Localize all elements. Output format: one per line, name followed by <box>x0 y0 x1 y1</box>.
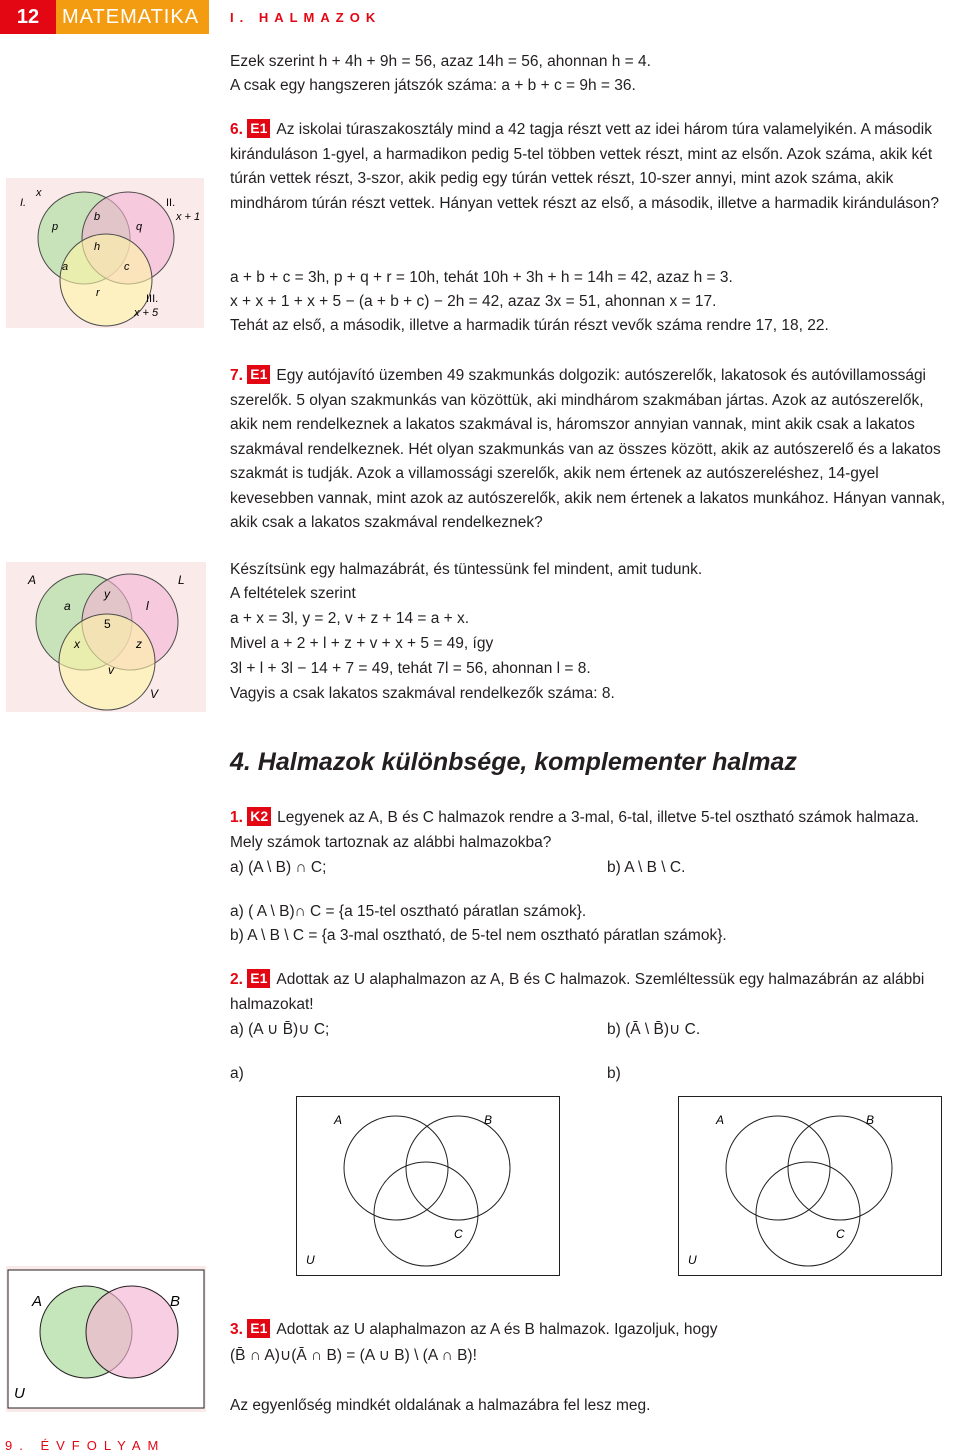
label-L: L <box>178 573 185 587</box>
footer-grade: 9. ÉVFOLYAM <box>5 1438 166 1453</box>
difficulty-tag: K2 <box>247 807 271 826</box>
difficulty-tag: E1 <box>247 969 270 988</box>
label-z: z <box>136 637 142 651</box>
subquestion-a: a) (A ∪ B̄)∪ C; <box>230 1021 330 1038</box>
exercise-2 <box>230 968 950 1017</box>
svg-text:B: B <box>484 1113 493 1127</box>
label-q: q <box>136 221 143 233</box>
solution-line: 3l + l + 3l − 14 + 7 = 49, tehát 7l = 56, ahonnan l = 8. <box>230 660 591 677</box>
subquestion-a: a) (A \ B) ∩ C; <box>230 859 327 876</box>
solution-line: x + x + 1 + x + 5 − (a + b + c) − 2h = 42, azaz 3x = 51, ahonnan x = 17. <box>230 293 717 310</box>
label-x-plus-1: x + 1 <box>176 211 201 223</box>
problem-6 <box>230 118 950 216</box>
intro-line-1: Ezek szerint h + 4h + 9h = 56, azaz 14h = 56, ahonnan h = 4. <box>230 53 651 70</box>
svg-text:C: C <box>454 1227 463 1241</box>
subquestion-b: b) A \ B \ C. <box>607 859 686 876</box>
problem-number: 3. <box>230 1321 243 1338</box>
label-II: II. <box>166 197 176 209</box>
label-x: x <box>74 637 80 651</box>
problem-number: 2. <box>230 971 243 988</box>
subquestion-b: b) (Ā \ B̄)∪ C. <box>607 1021 701 1038</box>
solution-line: Tehát az első, a második, illetve a harmadik túrán részt vevők száma rendre 17, 18, 22. <box>230 317 829 334</box>
svg-text:U: U <box>306 1253 315 1267</box>
venn-diagram-a <box>296 1096 560 1276</box>
problem-number: 1. <box>230 809 243 826</box>
exercise-1 <box>230 806 950 855</box>
label-r: r <box>96 287 100 299</box>
solution-line: Az egyenlőség mindkét oldalának a halmazábra fel lesz meg. <box>230 1397 651 1414</box>
svg-text:U: U <box>14 1385 25 1402</box>
svg-text:A: A <box>716 1113 725 1127</box>
answer-a: a) ( A \ B)∩ C = {a 15-tel osztható páratlan számok}. <box>230 903 587 920</box>
solution-line: Vagyis a csak lakatos szakmával rendelkezők száma: 8. <box>230 685 615 702</box>
problem-number: 6. <box>230 121 243 138</box>
solution-line: a + x = 3l, y = 2, v + z + 14 = a + x. <box>230 610 470 627</box>
answer-b: b) A \ B \ C = {a 3-mal osztható, de 5-tel nem osztható páratlan számok}. <box>230 927 727 944</box>
venn-diagram-workers <box>6 562 206 712</box>
section-heading: 4. Halmazok különbsége, komplementer halmaz <box>230 748 797 776</box>
label-5: 5 <box>104 617 111 631</box>
problem-text: Egy autójavító üzemben 49 szakmunkás dolgozik: autószerelők, lakatosok és autóvillamossági szerelők. 5 olyan szakmunkás van közöttük, aki mindhárom szakmában jártas. Azok az autószerelők, akik nem rendelkeznek a lakatos szakmával is, háromszor annyian vannak, mint akik csak a lakatos szakmával rendelkeznek. Hét olyan szakmunkás van az összes között, akik az autószerelő és a lakatos szakmát is tudják. Azok a villamossági szerelők, akik nem értenek az autószereléshez, 14-gyel kevesebben vannak, mint azok az autószerelők, akik nem értenek a lakatos munkához. Hányan vannak, akik csak a lakatos szakmával rendelkeznek? <box>230 367 946 531</box>
subject-title: MATEMATIKA <box>56 0 209 34</box>
svg-text:B: B <box>170 1293 181 1310</box>
svg-text:U: U <box>688 1253 697 1267</box>
venn-diagram-tours <box>6 178 204 328</box>
label-a: a <box>64 599 71 613</box>
problem-text: Legyenek az A, B és C halmazok rendre a 3-mal, 6-tal, illetve 5-tel osztható számok halmaza. Mely számok tartoznak az alábbi halmazokba? <box>230 809 919 851</box>
venn-diagram-b <box>678 1096 942 1276</box>
intro-line-2: A csak egy hangszeren játszók száma: a + b + c = 9h = 36. <box>230 77 636 94</box>
label-v: v <box>108 663 114 677</box>
solution-line: a + b + c = 3h, p + q + r = 10h, tehát 10h + 3h + h = 14h = 42, azaz h = 3. <box>230 269 733 286</box>
label-l: l <box>146 599 149 613</box>
label-x: x <box>36 187 42 199</box>
venn-diagram-q3 <box>6 1266 206 1412</box>
problem-text: Az iskolai túraszakosztály mind a 42 tagja részt vett az idei három túra valamelyikén. A második kiránduláson 1-gyel, a harmadikon pedig 5-tel többen vettek részt, mint az elsőn. Azok száma, akik két túrán vettek részt, 3-szor, akik pedig egy túrán vettek részt, 10-szer annyi, mint azok száma, akik mindhárom túrán részt vettek. Hányan vettek részt az első, a második, illetve a harmadik kiránduláson? <box>230 121 940 212</box>
difficulty-tag: E1 <box>247 365 270 384</box>
label-c: c <box>124 261 130 273</box>
label-III: III. <box>146 293 159 305</box>
label-V: V <box>150 687 159 701</box>
label-A: A <box>28 573 37 587</box>
difficulty-tag: E1 <box>247 1319 270 1338</box>
formula: (B̄ ∩ A)∪(Ā ∩ B) = (A ∪ B) \ (A ∩ B)! <box>230 1347 477 1364</box>
svg-text:B: B <box>866 1113 875 1127</box>
problem-number: 7. <box>230 367 243 384</box>
label-y: y <box>104 587 110 601</box>
svg-text:A: A <box>32 1293 43 1310</box>
label-h: h <box>94 241 101 253</box>
svg-text:C: C <box>836 1227 845 1241</box>
svg-text:A: A <box>334 1113 343 1127</box>
label-I: I. <box>20 197 27 209</box>
label-a: a <box>62 261 69 273</box>
figure-label-a: a) <box>230 1065 244 1082</box>
solution-line: Mivel a + 2 + l + z + v + x + 5 = 49, így <box>230 635 494 652</box>
problem-text: Adottak az U alaphalmazon az A, B és C halmazok. Szemléltessük egy halmazábrán az alábbi halmazokat! <box>230 971 925 1013</box>
chapter-title: I. HALMAZOK <box>230 10 382 25</box>
solution-line: A feltételek szerint <box>230 585 356 602</box>
exercise-3 <box>230 1318 950 1343</box>
difficulty-tag: E1 <box>247 119 270 138</box>
label-x-plus-5: x + 5 <box>134 307 159 319</box>
solution-line: Készítsünk egy halmazábrát, és tüntessünk fel mindent, amit tudunk. <box>230 561 703 578</box>
problem-7 <box>230 364 950 536</box>
figure-label-b: b) <box>607 1065 621 1082</box>
problem-text: Adottak az U alaphalmazon az A és B halmazok. Igazoljuk, hogy <box>276 1321 718 1338</box>
label-p: p <box>52 221 59 233</box>
label-b: b <box>94 211 101 223</box>
page-number: 12 <box>0 0 56 34</box>
